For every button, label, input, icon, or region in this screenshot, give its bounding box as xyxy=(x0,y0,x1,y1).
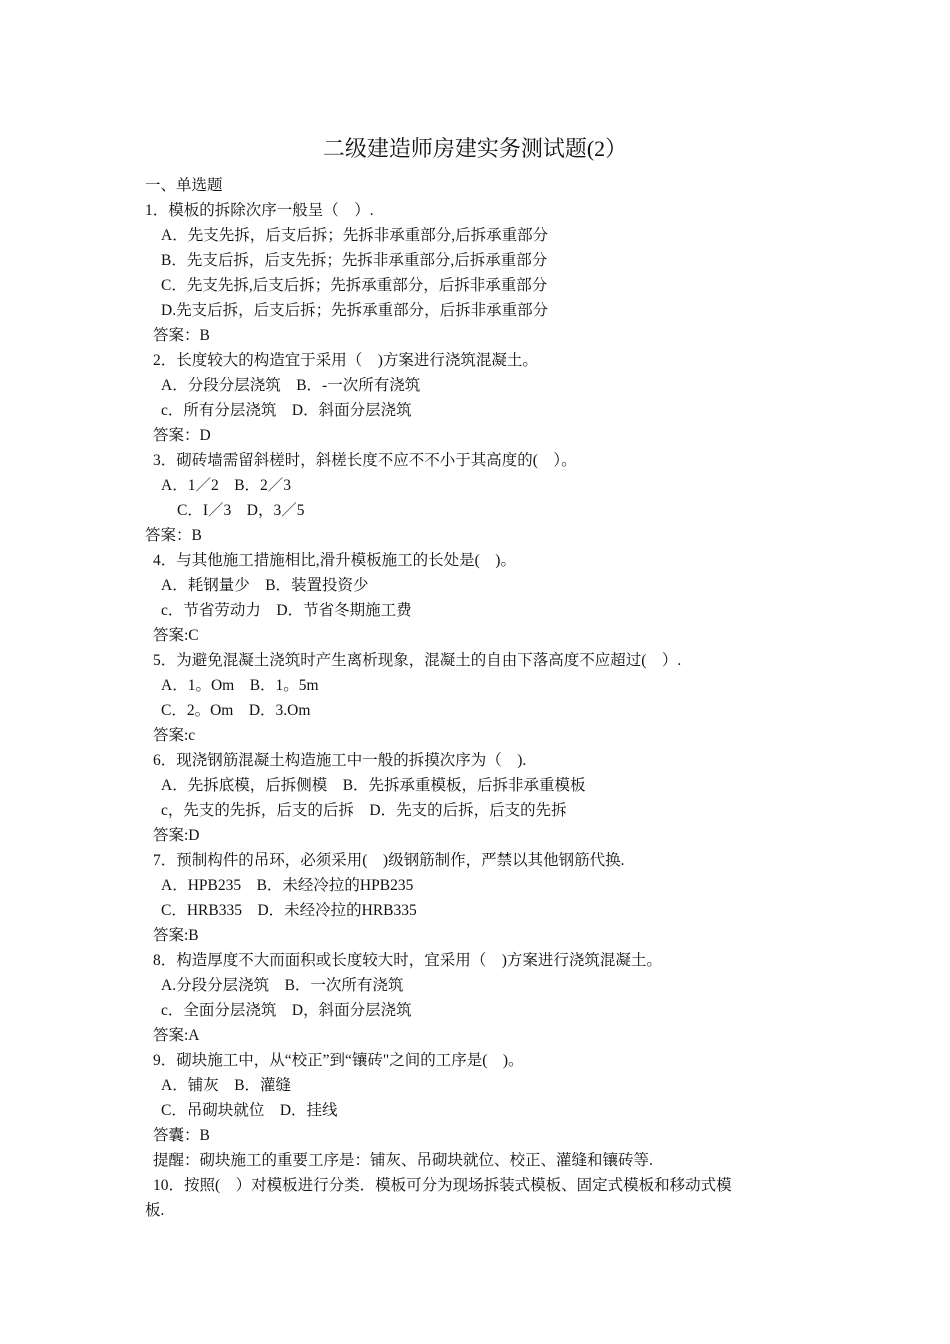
option-line: A．1。Om B．1。5m xyxy=(161,677,319,694)
hint-line: 提醒：砌块施工的重要工序是：铺灰、吊砌块就位、校正、灌缝和镶砖等. xyxy=(153,1152,653,1169)
answer-line: 答案：D xyxy=(153,427,211,444)
option-line: A．分段分层浇筑 B．-一次所有浇筑 xyxy=(161,377,421,394)
option-line: c．所有分层浇筑 D．斜面分层浇筑 xyxy=(161,402,412,419)
question-10-continuation: 板. xyxy=(145,1202,165,1219)
option-line: D.先支后拆，后支后拆；先拆承重部分，后拆非承重部分 xyxy=(161,302,549,319)
option-line: c，先支的先拆，后支的后拆 D．先支的后拆，后支的先拆 xyxy=(161,802,567,819)
document-title: 二级建造师房建实务测试题(2） xyxy=(322,136,628,161)
option-line: A．耗钢量少 B．装置投资少 xyxy=(161,577,369,594)
question-10: 10．按照( ）对模板进行分类．模板可分为现场拆装式模板、固定式模板和移动式模 xyxy=(153,1177,732,1194)
option-line: c．节省劳动力 D．节省冬期施工费 xyxy=(161,602,412,619)
option-line: A．铺灰 B．灌缝 xyxy=(161,1077,292,1094)
question-7: 7．预制构件的吊环，必须采用( )级钢筋制作，严禁以其他钢筋代换. xyxy=(153,852,625,869)
section-heading: 一、单选题 xyxy=(145,177,223,194)
question-5: 5．为避免混凝土浇筑时产生离析现象，混凝土的自由下落高度不应超过( ）. xyxy=(153,652,682,669)
question-8: 8．构造厚度不大而面积或长度较大时，宜采用（ )方案进行浇筑混凝土。 xyxy=(153,952,662,969)
answer-line: 答案:C xyxy=(153,627,199,644)
answer-line: 答案:B xyxy=(153,927,199,944)
question-9: 9．砌块施工中，从“校正”到“镶砖"之间的工序是( )。 xyxy=(153,1052,524,1069)
option-line: C．吊砌块就位 D．挂线 xyxy=(161,1102,338,1119)
option-line: c．全面分层浇筑 D，斜面分层浇筑 xyxy=(161,1002,412,1019)
answer-line: 答案:c xyxy=(153,727,196,744)
question-4: 4．与其他施工措施相比,滑升模板施工的长处是( )。 xyxy=(153,552,516,569)
option-line: A．1／2 B．2／3 xyxy=(161,477,292,494)
answer-line: 答案：B xyxy=(145,527,202,544)
option-line: C．先支先拆,后支后拆；先拆承重部分，后拆非承重部分 xyxy=(161,277,548,294)
question-3: 3．砌砖墙需留斜槎时，斜槎长度不应不不小于其高度的( ）。 xyxy=(153,452,577,469)
option-line: B．先支后拆，后支先拆；先拆非承重部分,后拆承重部分 xyxy=(161,252,548,269)
option-line: C．HRB335 D．未经冷拉的HRB335 xyxy=(161,902,417,919)
answer-line: 答案：B xyxy=(153,327,210,344)
answer-line: 答囊：B xyxy=(153,1127,210,1144)
option-line: C．2。Om D．3.Om xyxy=(161,702,311,719)
option-line: A．HPB235 B．未经冷拉的HPB235 xyxy=(161,877,414,894)
option-line: A．先支先拆，后支后拆；先拆非承重部分,后拆承重部分 xyxy=(161,227,549,244)
question-6: 6．现浇钢筋混凝土构造施工中一般的拆摸次序为（ ). xyxy=(153,752,527,769)
option-line: A.分段分层浇筑 B．一次所有浇筑 xyxy=(161,977,404,994)
option-line: C．I／3 D，3／5 xyxy=(177,502,305,519)
question-1: 1．模板的拆除次序一般呈（ ）. xyxy=(145,202,374,219)
question-2: 2．长度较大的构造宜于采用（ )方案进行浇筑混凝土。 xyxy=(153,352,538,369)
answer-line: 答案:A xyxy=(153,1027,200,1044)
option-line: A．先拆底模，后拆侧模 B．先拆承重模板，后拆非承重模板 xyxy=(161,777,586,794)
answer-line: 答案:D xyxy=(153,827,200,844)
